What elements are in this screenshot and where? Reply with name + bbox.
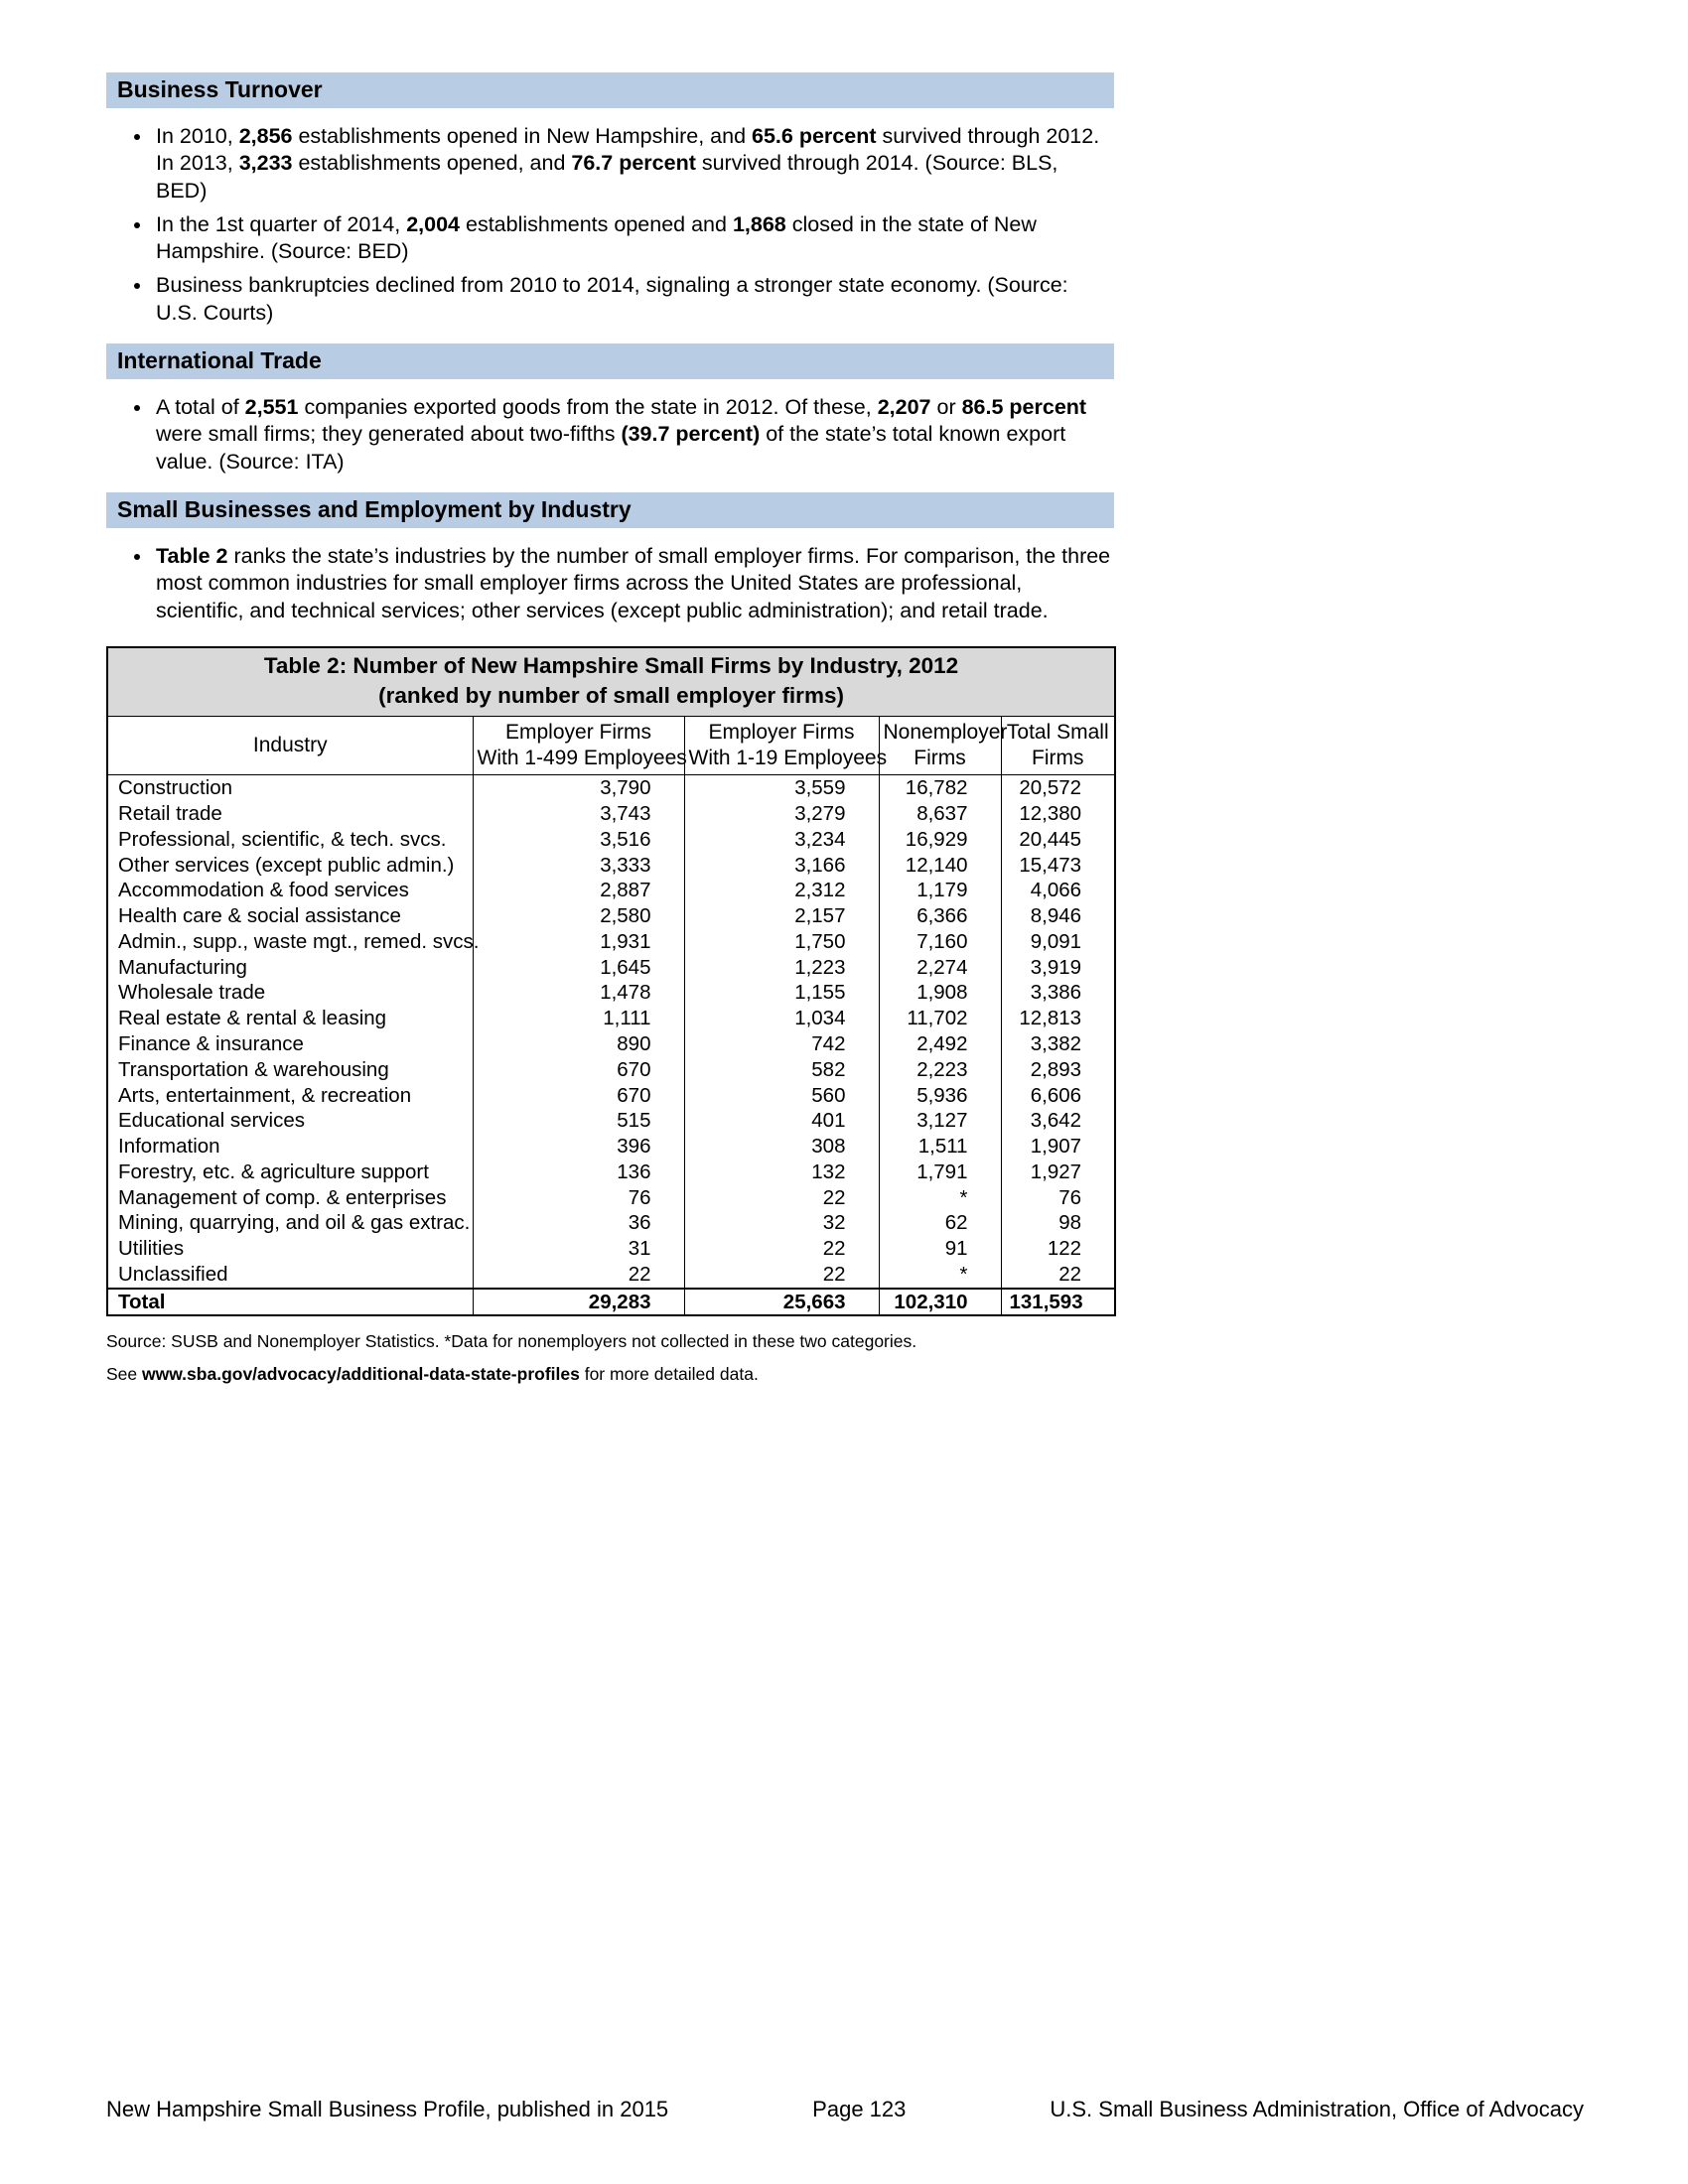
value-cell: 3,790 — [473, 775, 684, 801]
value-cell: 22 — [684, 1262, 879, 1289]
text-run: were small firms; they generated about two-fifths — [156, 422, 622, 447]
value-cell: 3,919 — [1001, 955, 1115, 981]
bold-text: 86.5 percent — [961, 395, 1087, 420]
value-cell: 3,386 — [1001, 980, 1115, 1006]
value-cell: 1,478 — [473, 980, 684, 1006]
value-cell: 515 — [473, 1108, 684, 1134]
footer-page-number: Page 123 — [812, 2097, 907, 2121]
table-row — [107, 1160, 1115, 1185]
table-title: Table 2: Number of New Hampshire Small Firms by Industry, 2012 — [263, 652, 959, 678]
industry-cell: Construction — [107, 775, 473, 801]
column-header-industry: Industry — [107, 716, 473, 775]
value-cell: 2,580 — [473, 903, 684, 929]
value-cell: 22 — [684, 1236, 879, 1262]
text-run: In the 1st quarter of 2014, — [156, 211, 407, 236]
value-cell: 1,791 — [879, 1160, 1001, 1185]
value-cell: 1,034 — [684, 1006, 879, 1031]
total-value-cell: 25,663 — [684, 1289, 879, 1316]
bold-text: 2,551 — [244, 395, 299, 420]
value-cell: 132 — [684, 1160, 879, 1185]
table-row — [107, 853, 1115, 879]
section-header-business-turnover: Business Turnover — [106, 72, 1114, 108]
header-line-2: Firms — [1032, 747, 1084, 770]
table-total-row — [107, 1289, 1115, 1316]
value-cell: 3,333 — [473, 853, 684, 879]
total-value-cell: 131,593 — [1001, 1289, 1115, 1316]
value-cell: 2,492 — [879, 1031, 1001, 1057]
header-line-2: With 1-499 Employees — [477, 747, 687, 770]
footer-document-title: New Hampshire Small Business Profile, published in 2015 — [106, 2097, 669, 2121]
header-line-2: With 1-19 Employees — [688, 747, 888, 770]
value-cell: 16,782 — [879, 775, 1001, 801]
section-header-small-businesses-employment: Small Businesses and Employment by Industry — [106, 492, 1114, 528]
value-cell: 401 — [684, 1108, 879, 1134]
value-cell: 8,637 — [879, 801, 1001, 827]
bold-text: 1,868 — [732, 211, 786, 236]
text-run: establishments opened in New Hampshire, and — [292, 124, 753, 148]
value-cell: 2,312 — [684, 878, 879, 903]
bullet-item — [153, 543, 1114, 624]
value-cell: 2,893 — [1001, 1057, 1115, 1083]
bold-text: 3,233 — [238, 151, 293, 176]
business-turnover-bullet-list — [106, 123, 1114, 327]
table-row — [107, 801, 1115, 827]
table-row — [107, 1057, 1115, 1083]
value-cell: 91 — [879, 1236, 1001, 1262]
text-run: ranks the state’s industries by the number of small employer firms. For comparison, the three most common industries for small employer firms across the United States are professional, scientific, and technical services; other services (except public administration); and retail trade. — [156, 543, 1111, 622]
table-row — [107, 878, 1115, 903]
value-cell: 15,473 — [1001, 853, 1115, 879]
bold-text: 2,856 — [238, 124, 293, 148]
see-note-suffix: for more detailed data. — [579, 1364, 759, 1385]
bullet-item — [153, 123, 1114, 205]
text-run: or — [930, 395, 962, 420]
table-row — [107, 827, 1115, 853]
bold-text: 65.6 percent — [752, 124, 877, 148]
value-cell: 396 — [473, 1134, 684, 1160]
value-cell: 6,366 — [879, 903, 1001, 929]
industry-cell: Real estate & rental & leasing — [107, 1006, 473, 1031]
text-run: of the state’s total known export value. (Source: ITA) — [156, 422, 1066, 474]
industry-cell: Health care & social assistance — [107, 903, 473, 929]
text-run: survived through 2012. In 2013, — [156, 124, 1100, 176]
table-title-row — [107, 647, 1115, 717]
value-cell: 3,642 — [1001, 1108, 1115, 1134]
column-header-nonemployer-firms — [879, 716, 1008, 775]
value-cell: 22 — [473, 1262, 684, 1289]
header-line-2: Firms — [914, 747, 966, 770]
value-cell: 36 — [473, 1210, 684, 1236]
page-content — [106, 0, 1114, 1396]
bold-text: 2,004 — [406, 211, 461, 236]
page-footer — [106, 2097, 1584, 2122]
text-run: In 2010, — [156, 124, 239, 148]
section-header-international-trade: International Trade — [106, 343, 1114, 379]
column-header-employer-firms-1-499 — [473, 716, 687, 775]
value-cell: 4,066 — [1001, 878, 1115, 903]
header-line-1: Total Small — [1006, 720, 1109, 744]
table-body — [107, 775, 1115, 1289]
value-cell: 2,274 — [879, 955, 1001, 981]
table-row — [107, 903, 1115, 929]
table-row — [107, 775, 1115, 801]
value-cell: 8,946 — [1001, 903, 1115, 929]
value-cell: 670 — [473, 1083, 684, 1109]
value-cell: 9,091 — [1001, 929, 1115, 955]
bold-text: Table 2 — [156, 543, 228, 568]
value-cell: 11,702 — [879, 1006, 1001, 1031]
text-run: establishments opened, and — [292, 151, 572, 176]
column-header-employer-firms-1-19 — [684, 716, 888, 775]
industry-cell: Finance & insurance — [107, 1031, 473, 1057]
industry-cell: Information — [107, 1134, 473, 1160]
table-subtitle: (ranked by number of small employer firms) — [378, 682, 844, 708]
value-cell: 62 — [879, 1210, 1001, 1236]
value-cell: 2,157 — [684, 903, 879, 929]
text-run: companies exported goods from the state in 2012. Of these, — [298, 395, 878, 420]
bold-text: 76.7 percent — [571, 151, 696, 176]
value-cell: 1,931 — [473, 929, 684, 955]
industry-cell: Management of comp. & enterprises — [107, 1185, 473, 1211]
value-cell: 12,813 — [1001, 1006, 1115, 1031]
industry-cell: Professional, scientific, & tech. svcs. — [107, 827, 473, 853]
footer-publisher: U.S. Small Business Administration, Office of Advocacy — [1050, 2097, 1584, 2121]
industry-cell: Utilities — [107, 1236, 473, 1262]
value-cell: 1,179 — [879, 878, 1001, 903]
header-line-1: Employer Firms — [708, 720, 855, 744]
header-line-1: Nonemployer — [883, 720, 1008, 744]
value-cell: 136 — [473, 1160, 684, 1185]
industry-cell: Forestry, etc. & agriculture support — [107, 1160, 473, 1185]
value-cell: 1,927 — [1001, 1160, 1115, 1185]
table-row — [107, 1134, 1115, 1160]
table-row — [107, 929, 1115, 955]
value-cell: 1,750 — [684, 929, 879, 955]
value-cell: 3,559 — [684, 775, 879, 801]
table-row — [107, 1185, 1115, 1211]
table-see-note — [106, 1363, 1114, 1386]
table-source-note: Source: SUSB and Nonemployer Statistics. *Data for nonemployers not collected in these two categories. — [106, 1331, 917, 1352]
table-notes — [106, 1330, 1114, 1386]
bullet-item — [153, 211, 1114, 266]
value-cell: 3,279 — [684, 801, 879, 827]
bullet-item — [153, 272, 1114, 327]
value-cell: 1,223 — [684, 955, 879, 981]
table-row — [107, 1006, 1115, 1031]
industry-cell: Educational services — [107, 1108, 473, 1134]
text-run: Business bankruptcies declined from 2010 to 2014, signaling a stronger state economy. (Source: U.S. Courts) — [156, 273, 1068, 325]
value-cell: 22 — [1001, 1262, 1115, 1289]
value-cell: 76 — [473, 1185, 684, 1211]
column-header-total-small-firms — [1001, 716, 1115, 775]
table-row — [107, 1031, 1115, 1057]
value-cell: 5,936 — [879, 1083, 1001, 1109]
see-note-prefix: See — [106, 1364, 142, 1385]
total-value-cell: 102,310 — [879, 1289, 1001, 1316]
industry-cell: Other services (except public admin.) — [107, 853, 473, 879]
table-row — [107, 1108, 1115, 1134]
value-cell: 12,140 — [879, 853, 1001, 879]
total-value-cell: 29,283 — [473, 1289, 684, 1316]
value-cell: * — [879, 1185, 1001, 1211]
industry-cell: Mining, quarrying, and oil & gas extrac. — [107, 1210, 473, 1236]
total-label-cell: Total — [107, 1289, 473, 1316]
value-cell: 670 — [473, 1057, 684, 1083]
value-cell: 20,445 — [1001, 827, 1115, 853]
text-run: survived through 2014. (Source: BLS, BED) — [156, 151, 1058, 203]
value-cell: 32 — [684, 1210, 879, 1236]
value-cell: 1,907 — [1001, 1134, 1115, 1160]
industry-cell: Manufacturing — [107, 955, 473, 981]
table-row — [107, 1210, 1115, 1236]
value-cell: 560 — [684, 1083, 879, 1109]
table-row — [107, 955, 1115, 981]
value-cell: 582 — [684, 1057, 879, 1083]
table-2-small-firms-by-industry — [106, 646, 1116, 1317]
value-cell: 22 — [684, 1185, 879, 1211]
industry-cell: Unclassified — [107, 1262, 473, 1289]
value-cell: 122 — [1001, 1236, 1115, 1262]
industry-cell: Transportation & warehousing — [107, 1057, 473, 1083]
value-cell: 2,223 — [879, 1057, 1001, 1083]
table-header-row — [107, 716, 1115, 775]
value-cell: 1,908 — [879, 980, 1001, 1006]
value-cell: 3,127 — [879, 1108, 1001, 1134]
value-cell: 98 — [1001, 1210, 1115, 1236]
bold-text: (39.7 percent) — [621, 422, 761, 447]
industry-cell: Arts, entertainment, & recreation — [107, 1083, 473, 1109]
value-cell: 890 — [473, 1031, 684, 1057]
text-run: establishments opened and — [460, 211, 733, 236]
industry-cell: Retail trade — [107, 801, 473, 827]
value-cell: 742 — [684, 1031, 879, 1057]
bullet-item — [153, 394, 1114, 476]
value-cell: 3,166 — [684, 853, 879, 879]
table-row — [107, 1262, 1115, 1289]
value-cell: 3,743 — [473, 801, 684, 827]
text-run: A total of — [156, 395, 245, 420]
value-cell: 3,516 — [473, 827, 684, 853]
value-cell: 3,234 — [684, 827, 879, 853]
table-title-cell — [107, 647, 1115, 717]
international-trade-bullet-list — [106, 394, 1114, 476]
value-cell: 1,645 — [473, 955, 684, 981]
value-cell: 7,160 — [879, 929, 1001, 955]
value-cell: 2,887 — [473, 878, 684, 903]
header-line-1: Employer Firms — [504, 720, 651, 744]
industry-bullet-list — [106, 543, 1114, 624]
value-cell: 20,572 — [1001, 775, 1115, 801]
value-cell: 3,382 — [1001, 1031, 1115, 1057]
value-cell: 6,606 — [1001, 1083, 1115, 1109]
industry-cell: Accommodation & food services — [107, 878, 473, 903]
bold-text: 2,207 — [877, 395, 931, 420]
table-row — [107, 1236, 1115, 1262]
value-cell: 31 — [473, 1236, 684, 1262]
value-cell: 1,155 — [684, 980, 879, 1006]
value-cell: * — [879, 1262, 1001, 1289]
value-cell: 308 — [684, 1134, 879, 1160]
value-cell: 16,929 — [879, 827, 1001, 853]
table-row — [107, 980, 1115, 1006]
industry-cell: Wholesale trade — [107, 980, 473, 1006]
value-cell: 1,111 — [473, 1006, 684, 1031]
industry-cell: Admin., supp., waste mgt., remed. svcs. — [107, 929, 473, 955]
value-cell: 76 — [1001, 1185, 1115, 1211]
sba-data-link[interactable]: www.sba.gov/advocacy/additional-data-state-profiles — [142, 1364, 580, 1385]
table-row — [107, 1083, 1115, 1109]
value-cell: 12,380 — [1001, 801, 1115, 827]
value-cell: 1,511 — [879, 1134, 1001, 1160]
text-run: closed in the state of New Hampshire. (Source: BED) — [156, 211, 1037, 264]
